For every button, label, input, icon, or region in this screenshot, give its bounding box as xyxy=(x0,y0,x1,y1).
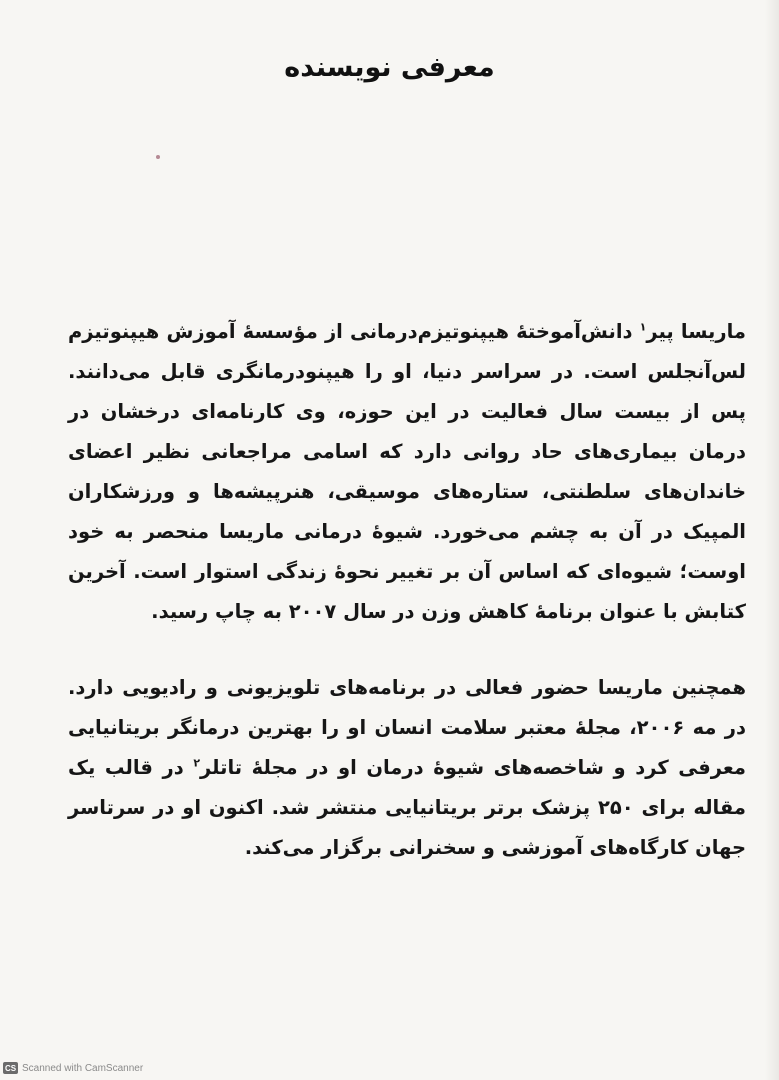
camscanner-icon: CS xyxy=(4,1063,17,1073)
scanner-watermark-text: Scanned with CamScanner xyxy=(22,1062,144,1074)
paragraph-1-start: ماریسا پیر xyxy=(646,320,746,343)
scanner-watermark xyxy=(3,1062,143,1074)
paragraph-1-rest: دانش‌آموختهٔ هیپنوتیزم‌درمانی از مؤسسهٔ آموزش هیپنوتیزم لس‌آنجلس است. در سراسر دنیا، او را هیپنودرمانگری قابل می‌دانند. پس از بیست سال فعالیت در این حوزه، وی کارنامه‌ای درخشان در درمان بیماری‌های حاد روانی دارد که اسامی مراجعانی نظیر اعضای خاندان‌های سلطنتی، ستاره‌های موسیقی، هنرپیشه‌ها و ورزشکاران المپیک در آن به چشم می‌خورد. شیوهٔ درمانی ماریسا منحصر به خود اوست؛ شیوه‌ای که اساس آن بر تغییر نحوهٔ زندگی استوار است. آخرین کتابش با عنوان برنامهٔ کاهش وزن در سال ۲۰۰۷ به چاپ رسید. xyxy=(68,320,746,623)
paragraph-2-start: همچنین ماریسا حضور فعالی در برنامه‌های تلویزیونی و رادیویی دارد. در مه ۲۰۰۶، مجلهٔ معتبر سلامت انسان او را بهترین درمانگر بریتانیایی معرفی کرد و شاخصه‌های شیوهٔ درمان او در مجلهٔ تاتلر xyxy=(68,676,746,779)
footnote-marker-1: ۱ xyxy=(639,320,647,334)
page-title: معرفی نویسنده xyxy=(284,52,495,83)
paper-speck xyxy=(156,155,160,159)
page-edge-shadow xyxy=(765,0,779,1080)
footnote-marker-2: ۲ xyxy=(193,756,201,770)
author-intro-paragraph-1 xyxy=(68,312,746,632)
author-intro-paragraph-2 xyxy=(68,668,746,868)
paragraph-2-rest: در قالب یک مقاله برای ۲۵۰ پزشک برتر بریتانیایی منتشر شد. اکنون او در سرتاسر جهان کارگاه‌های آموزشی و سخنرانی برگزار می‌کند. xyxy=(68,756,746,859)
